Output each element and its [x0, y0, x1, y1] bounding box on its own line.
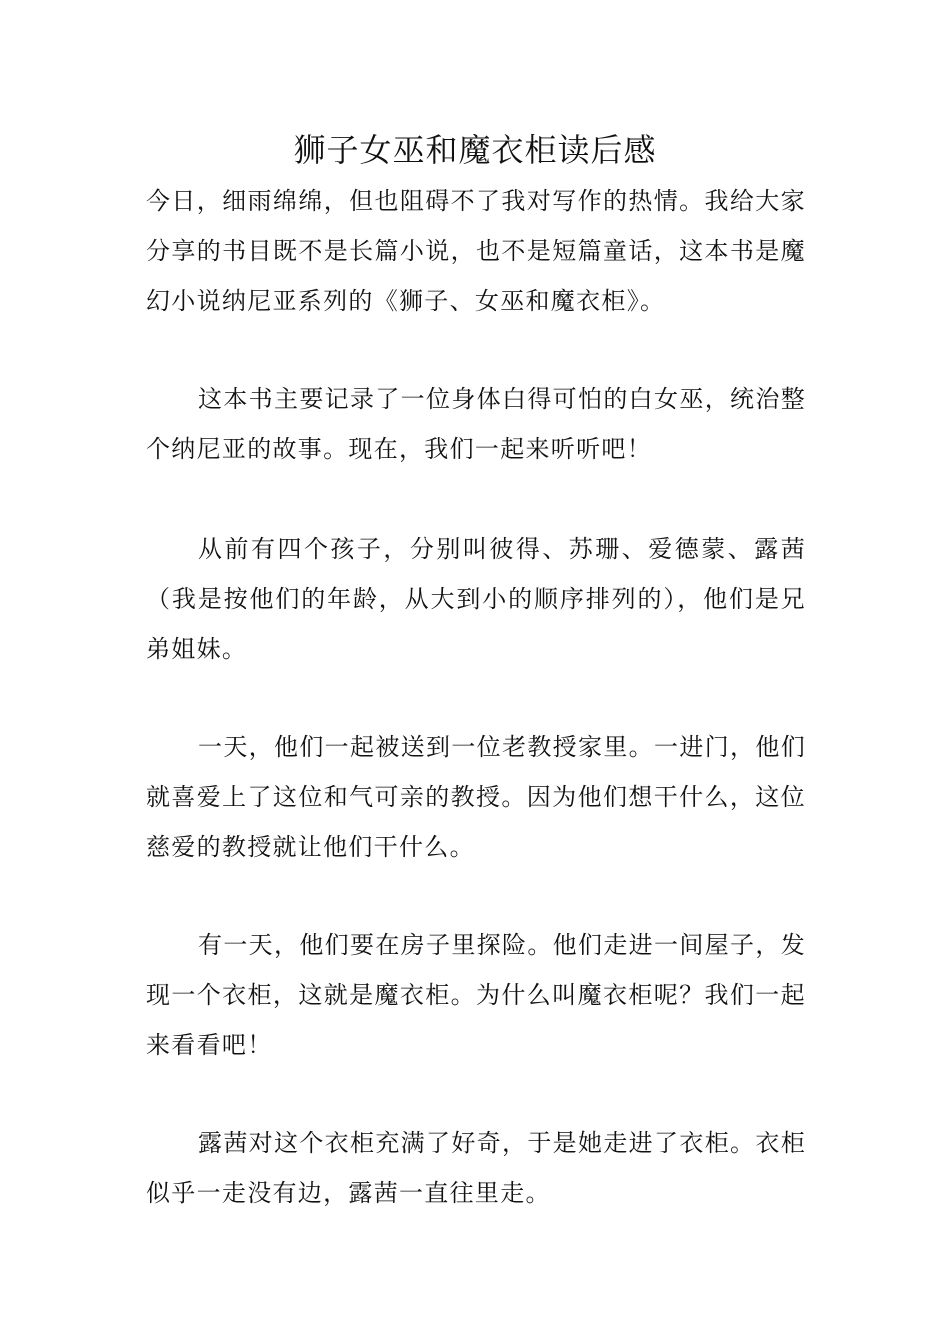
document-title: 狮子女巫和魔衣柜读后感	[293, 131, 657, 169]
paragraph-summary: 这本书主要记录了一位身体白得可怕的白女巫，统治整个纳尼亚的故事。现在，我们一起来听听吧！	[146, 385, 806, 463]
paragraph-children: 从前有四个孩子，分别叫彼得、苏珊、爱德蒙、露茜（我是按他们的年龄，从大到小的顺序排列的），他们是兄弟姐妹。	[146, 535, 806, 663]
paragraph-lucy: 露茜对这个衣柜充满了好奇，于是她走进了衣柜。衣柜似乎一走没有边，露茜一直往里走。	[146, 1129, 806, 1207]
paragraph-professor: 一天，他们一起被送到一位老教授家里。一进门，他们就喜爱上了这位和气可亲的教授。因为他们想干什么，这位慈爱的教授就让他们干什么。	[146, 733, 806, 861]
paragraph-intro: 今日，细雨绵绵，但也阻碍不了我对写作的热情。我给大家分享的书目既不是长篇小说，也不是短篇童话，这本书是魔幻小说纳尼亚系列的《狮子、女巫和魔衣柜》。	[146, 187, 806, 315]
paragraph-wardrobe: 有一天，他们要在房子里探险。他们走进一间屋子，发现一个衣柜，这就是魔衣柜。为什么叫魔衣柜呢？我们一起来看看吧！	[146, 931, 806, 1059]
